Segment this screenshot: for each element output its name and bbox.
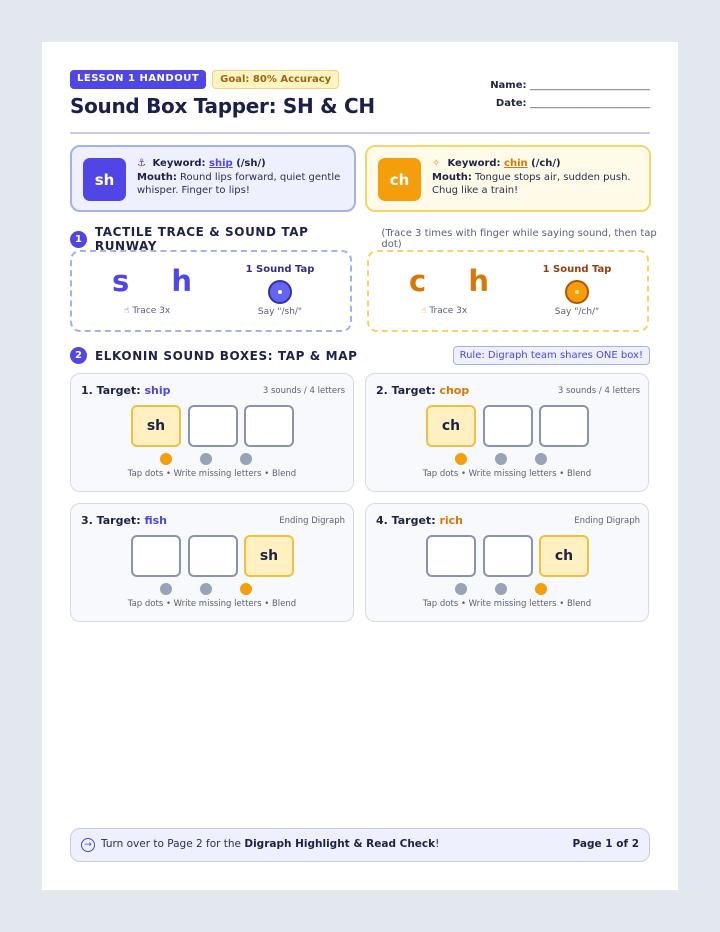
- target-instructions: Tap dots • Write missing letters • Blend: [422, 469, 592, 479]
- mouth-label: Mouth:: [137, 171, 177, 183]
- mouth-label: Mouth:: [432, 171, 472, 183]
- trace-letters-ch[interactable]: [409, 264, 489, 298]
- hand-icon: ☝: [124, 306, 130, 316]
- sound-boxes: [131, 535, 295, 577]
- section-number-badge: 1: [70, 231, 87, 248]
- goal-tag: Goal: 80% Accuracy: [212, 70, 339, 89]
- digraph-rule-tag: Rule: Digraph team shares ONE box!: [453, 346, 650, 365]
- date-line: ________________________: [530, 98, 650, 109]
- target-prefix: 4. Target:: [376, 514, 436, 527]
- keyword-line-sh: [137, 157, 346, 171]
- tap-dot[interactable]: [535, 453, 547, 465]
- keyword-label: Keyword:: [152, 158, 206, 169]
- digraph-box-ch: ch: [378, 158, 421, 201]
- mouth-text: Round lips forward, quiet gentle whisper. Finger to lips!: [137, 171, 341, 196]
- runway-card-sh: [70, 250, 352, 332]
- target-prefix: 3. Target:: [81, 514, 141, 527]
- sound-boxes: [131, 405, 295, 447]
- sparkle-icon: ✧: [432, 158, 441, 169]
- footer-text: [101, 838, 439, 850]
- keyword-text-ch: [432, 157, 641, 198]
- trace-hint: [421, 306, 467, 316]
- tap-dot-center: [575, 290, 579, 294]
- date-field[interactable]: [490, 98, 650, 109]
- sound-boxes: [426, 405, 590, 447]
- anchor-icon: ⚓: [137, 158, 146, 169]
- sound-tap-column: [230, 264, 330, 317]
- sound-box[interactable]: [188, 405, 238, 447]
- tap-dot[interactable]: [455, 453, 467, 465]
- sound-box[interactable]: ch: [539, 535, 589, 577]
- target-title: [376, 514, 463, 527]
- target-title: [81, 384, 170, 397]
- tap-dot[interactable]: [495, 453, 507, 465]
- section-title: TACTILE TRACE & SOUND TAP RUNWAY: [94, 225, 309, 253]
- target-title: [376, 384, 469, 397]
- target-meta: 3 sounds / 4 letters: [557, 386, 640, 396]
- section-number-badge: 2: [70, 347, 87, 364]
- sound-box[interactable]: [188, 535, 238, 577]
- sound-box[interactable]: [483, 535, 533, 577]
- trace-letter: c: [409, 264, 427, 298]
- name-date-block: [490, 80, 650, 116]
- name-label: Name:: [490, 80, 527, 91]
- target-instructions: Tap dots • Write missing letters • Blend: [127, 599, 297, 609]
- sound-boxes: [426, 535, 590, 577]
- section-2-heading: [70, 347, 357, 364]
- sound-box[interactable]: [539, 405, 589, 447]
- keyword-word-ship: ship: [209, 158, 233, 169]
- footer-text-before: Turn over to Page 2 for the: [101, 838, 245, 850]
- sound-box[interactable]: [483, 405, 533, 447]
- sound-box[interactable]: [131, 535, 181, 577]
- sound-tap-dot[interactable]: [268, 280, 292, 304]
- target-meta: 3 sounds / 4 letters: [262, 386, 345, 396]
- tap-dot[interactable]: [495, 583, 507, 595]
- elkonin-card-ship: [70, 373, 354, 492]
- page-title: Sound Box Tapper: SH & CH: [70, 94, 375, 118]
- elkonin-card-fish: [70, 503, 354, 622]
- target-meta: Ending Digraph: [574, 516, 640, 526]
- sound-tap-label: 1 Sound Tap: [245, 264, 315, 275]
- tap-dot[interactable]: [200, 453, 212, 465]
- runway-card-ch: [367, 250, 649, 332]
- target-word: fish: [144, 514, 167, 527]
- elkonin-card-chop: [365, 373, 649, 492]
- keyword-label: Keyword:: [447, 158, 501, 169]
- keyword-line-ch: [432, 157, 641, 171]
- tap-dot[interactable]: [240, 583, 252, 595]
- target-instructions: Tap dots • Write missing letters • Blend: [127, 469, 297, 479]
- sound-tap-dot[interactable]: [565, 280, 589, 304]
- section-note: (Trace 3 times with finger while saying sound, then tap dot): [381, 228, 657, 250]
- mouth-text: Tongue stops air, sudden push. Chug like a train!: [432, 171, 631, 196]
- sound-box[interactable]: ch: [426, 405, 476, 447]
- target-word: rich: [439, 514, 463, 527]
- trace-label: Trace 3x: [132, 306, 171, 316]
- target-title: [81, 514, 167, 527]
- page-number: Page 1 of 2: [572, 838, 639, 850]
- header-tags: [70, 70, 339, 89]
- footer-text-bold: Digraph Highlight & Read Check: [244, 838, 436, 850]
- trace-letter: h: [171, 264, 192, 298]
- page-footer: [70, 828, 650, 862]
- sound-box[interactable]: sh: [131, 405, 181, 447]
- digraph-box-sh: sh: [83, 158, 126, 201]
- handout-page: [42, 42, 678, 890]
- keyword-sound: (/sh/): [236, 158, 266, 169]
- tap-dot[interactable]: [160, 453, 172, 465]
- mouth-line-sh: [137, 171, 346, 198]
- name-field[interactable]: [490, 80, 650, 91]
- target-meta: Ending Digraph: [279, 516, 345, 526]
- trace-letter: h: [468, 264, 489, 298]
- trace-label: Trace 3x: [429, 306, 468, 316]
- target-prefix: 2. Target:: [376, 384, 436, 397]
- tap-dot-center: [278, 290, 282, 294]
- tap-dot[interactable]: [535, 583, 547, 595]
- elkonin-card-rich: [365, 503, 649, 622]
- keyword-card-sh: [70, 145, 356, 212]
- target-instructions: Tap dots • Write missing letters • Blend: [422, 599, 592, 609]
- sound-tap-column: [527, 264, 627, 317]
- arrow-right-circle-icon: →: [81, 838, 95, 852]
- footer-text-after: !: [435, 838, 440, 850]
- target-word: ship: [144, 384, 171, 397]
- tap-dot[interactable]: [200, 583, 212, 595]
- keyword-word-chin: chin: [504, 158, 528, 169]
- say-label: Say "/ch/": [554, 307, 600, 317]
- trace-letters-sh[interactable]: [112, 264, 192, 298]
- tap-dot[interactable]: [160, 583, 172, 595]
- keyword-sound: (/ch/): [531, 158, 561, 169]
- keyword-card-ch: [365, 145, 651, 212]
- name-line: ________________________: [530, 80, 650, 91]
- trace-hint: [124, 306, 170, 316]
- hand-icon: ☝: [421, 306, 427, 316]
- section-1-heading: [70, 225, 678, 253]
- header-divider: [70, 132, 650, 134]
- sound-box[interactable]: sh: [244, 535, 294, 577]
- keyword-text-sh: [137, 157, 346, 198]
- trace-letter: s: [112, 264, 130, 298]
- sound-tap-label: 1 Sound Tap: [542, 264, 612, 275]
- section-title: ELKONIN SOUND BOXES: TAP & MAP: [95, 348, 358, 363]
- target-word: chop: [439, 384, 470, 397]
- mouth-line-ch: [432, 171, 641, 198]
- say-label: Say "/sh/": [257, 307, 303, 317]
- tap-dot[interactable]: [455, 583, 467, 595]
- target-prefix: 1. Target:: [81, 384, 141, 397]
- sound-box[interactable]: [244, 405, 294, 447]
- lesson-tag: LESSON 1 HANDOUT: [70, 70, 206, 89]
- date-label: Date:: [495, 98, 527, 109]
- tap-dot[interactable]: [240, 453, 252, 465]
- sound-box[interactable]: [426, 535, 476, 577]
